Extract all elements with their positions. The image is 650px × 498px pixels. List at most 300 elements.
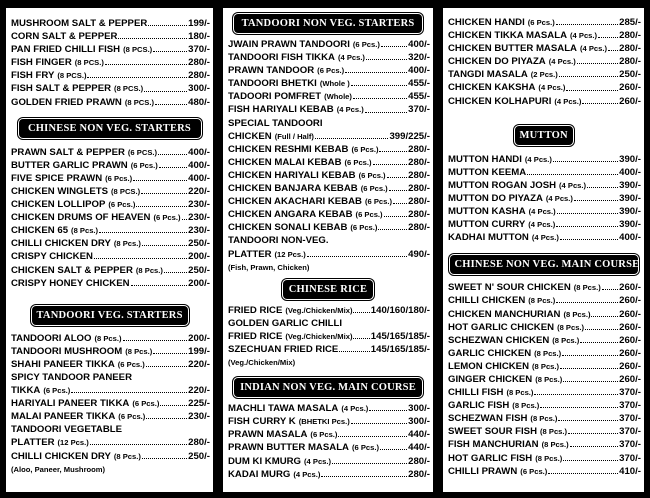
item-note: (6 Pcs.): [344, 157, 372, 167]
item-note: (8 PCS.): [123, 45, 153, 55]
menu-item: [11, 30, 210, 43]
item-note: (8 Pcs.): [530, 414, 558, 424]
item-name: CHICKEN MALAI KEBAB: [228, 156, 342, 168]
dot-leader: [148, 25, 187, 26]
item-note: (2 Pcs.): [530, 70, 558, 80]
item-price: 200/-: [188, 251, 210, 263]
dot-leader: [387, 177, 408, 178]
item-name: CHILLI CHICKEN: [448, 295, 526, 307]
item-name: CHICKEN DRUMS OF HEAVEN: [11, 212, 151, 224]
item-name: CHICKEN TIKKA MASALA: [448, 30, 568, 42]
dot-leader: [527, 174, 618, 175]
menu-item: [11, 250, 210, 263]
menu-item: [228, 103, 430, 116]
menu-item: [11, 211, 210, 224]
menu-item: [11, 82, 210, 95]
item-name: MUTTON CURRY: [448, 219, 526, 231]
item-name: TIKKA: [11, 385, 41, 397]
menu-item: [228, 130, 430, 143]
item-note: (8 Pcs.): [125, 346, 153, 356]
menu-item: [448, 42, 641, 55]
item-note: (6 Pcs.): [350, 223, 378, 233]
item-price: 455/-: [408, 78, 430, 90]
menu-item: [448, 205, 641, 218]
dot-leader: [591, 316, 618, 317]
dot-leader: [389, 190, 407, 191]
item-name: FISH FRY: [11, 70, 55, 82]
item-name: CHICKEN WINGLETS: [11, 185, 109, 197]
item-name: CRISPY CHICKEN: [11, 251, 93, 263]
dot-leader: [563, 381, 618, 382]
item-note: (8 Pcs.): [512, 401, 540, 411]
item-note: (4 Pcs.): [559, 180, 587, 190]
menu-item: [11, 264, 210, 277]
dot-leader: [570, 446, 619, 447]
dot-leader: [351, 85, 407, 86]
dot-leader: [159, 167, 187, 168]
item-note: (4 Pcs.): [528, 207, 556, 217]
menu-item: [11, 159, 210, 172]
dot-leader: [608, 50, 618, 51]
item-name: CHICKEN 65: [11, 225, 69, 237]
item-price: 390/-: [619, 219, 641, 231]
item-note: (8 PCS.): [74, 58, 104, 68]
item-price: 370/-: [619, 439, 641, 451]
item-note: (6 Pcs.): [364, 197, 392, 207]
item-name: CHILLI CHICKEN DRY: [11, 450, 111, 462]
item-note: (4 Pcs.): [579, 44, 607, 54]
item-name: CHICKEN SALT & PEPPER: [11, 264, 133, 276]
menu-item: [448, 360, 641, 373]
item-price: 399/225/-: [389, 130, 430, 142]
item-price: 230/-: [188, 212, 210, 224]
dot-leader: [365, 112, 407, 113]
item-name: MUTTON DO PIYAZA: [448, 192, 543, 204]
dot-leader: [585, 329, 618, 330]
indian-nonveg-main-course-section: [223, 379, 433, 481]
item-note: (6 Pcs.): [351, 144, 379, 154]
item-price: 400/-: [408, 65, 430, 77]
item-price: 400/-: [619, 166, 641, 178]
item-name: FISH HARIYALI KEBAB: [228, 104, 334, 116]
item-note: (8 Pcs.): [552, 335, 580, 345]
item-name: TANGDI MASALA: [448, 69, 528, 81]
menu-item: [228, 441, 430, 454]
dot-leader: [136, 206, 187, 207]
dot-leader: [556, 24, 618, 25]
item-name: CHICKEN KAKSHA: [448, 82, 536, 94]
item-price: 280/-: [408, 222, 430, 234]
item-price: 180/-: [188, 31, 210, 43]
item-note: (8 Pcs.): [535, 453, 563, 463]
menu-item: [448, 218, 641, 231]
dot-leader: [568, 433, 618, 434]
item-price: 280/-: [188, 437, 210, 449]
menu-item: [448, 321, 641, 334]
menu-item: [228, 156, 430, 169]
menu-item: [11, 224, 210, 237]
item-name: FRIED RICE: [228, 304, 283, 316]
dot-leader: [155, 104, 187, 105]
item-note: (4 Pcs.): [538, 83, 566, 93]
menu-item: [11, 463, 210, 476]
menu-item: [228, 208, 430, 221]
item-name: TANDOORI MUSHROOM: [11, 345, 123, 357]
item-name: GOLDEN GARLIC CHILLI: [228, 317, 343, 329]
item-name: HOT GARLIC FISH: [448, 452, 533, 464]
menu-item: [11, 185, 210, 198]
item-price: 230/-: [188, 199, 210, 211]
item-note: (6 Pcs.): [310, 430, 338, 440]
dot-leader: [560, 239, 618, 240]
item-name: TANDOORI VEGETABLE: [11, 424, 123, 436]
item-price: 370/-: [188, 44, 210, 56]
item-price: 280/-: [408, 196, 430, 208]
tandoori-nonveg-starters-section: [223, 8, 433, 274]
menu-column-2: [223, 8, 433, 492]
item-price: 250/-: [188, 264, 210, 276]
item-price: 220/-: [188, 185, 210, 197]
item-price: 280/-: [619, 30, 641, 42]
item-price: 400/-: [408, 39, 430, 50]
menu-list: [6, 332, 213, 476]
item-price: 400/-: [188, 172, 210, 184]
item-price: 300/-: [408, 403, 430, 415]
item-price: 280/-: [408, 169, 430, 181]
dot-leader: [393, 203, 407, 204]
dot-leader: [598, 37, 618, 38]
item-note: (8 Pcs.): [541, 440, 569, 450]
item-price: 140/160/180/-: [370, 304, 430, 316]
item-name: MACHLI TAWA MASALA: [228, 403, 339, 415]
item-name: BUTTER GARLIC PRAWN: [11, 159, 128, 171]
menu-list: [223, 304, 433, 369]
item-price: 390/-: [619, 153, 641, 165]
item-name: SPICY TANDOOR PANEER: [11, 371, 133, 383]
item-price: 370/-: [619, 426, 641, 438]
item-note: (4 Pcs.): [293, 469, 321, 479]
item-price: 250/-: [619, 69, 641, 81]
dot-leader: [563, 460, 618, 461]
item-note: (Fish, Prawn, Chicken): [228, 262, 310, 272]
item-name: SCHEZWAN CHICKEN: [448, 334, 550, 346]
item-note: (Whole): [324, 92, 352, 102]
menu-column-1: [6, 8, 213, 492]
dot-leader: [556, 302, 618, 303]
item-name: CRISPY HONEY CHICKEN: [11, 277, 130, 289]
item-name: KADHAI MUTTON: [448, 232, 529, 244]
dot-leader: [558, 420, 618, 421]
item-note: (4 Pcs.): [570, 31, 598, 41]
item-note: (6 PCS.): [127, 147, 158, 157]
item-name: FIVE SPICE PRAWN: [11, 172, 103, 184]
item-price: 300/-: [408, 416, 430, 428]
section-header: CHINESE NON VEG. MAIN COURSE: [451, 256, 637, 273]
menu-item: [11, 345, 210, 358]
item-name: CHICKEN LOLLIPOP: [11, 199, 106, 211]
menu-item: [448, 399, 641, 412]
item-note: (BHETKI Pcs.): [298, 417, 350, 427]
dot-leader: [559, 76, 618, 77]
item-note: (6 Pcs.): [43, 386, 71, 396]
item-name: CHICKEN ANGARA KEBAB: [228, 209, 353, 221]
menu-item: [448, 386, 641, 399]
menu-item: [228, 317, 430, 330]
menu-item: [448, 465, 641, 478]
dot-leader: [160, 405, 187, 406]
dot-leader: [321, 476, 407, 477]
menu-item: [448, 166, 641, 179]
menu-item: [228, 195, 430, 208]
item-note: (8 Pcs.): [113, 239, 141, 249]
item-name: PRAWN BUTTER MASALA: [228, 442, 349, 454]
dot-leader: [566, 90, 618, 91]
menu-item: [228, 221, 430, 234]
menu-item: [11, 332, 210, 345]
item-name: TANDOORI ALOO: [11, 332, 92, 344]
item-name: DUM KI KMURG: [228, 455, 302, 467]
item-price: 260/-: [619, 282, 641, 294]
dot-leader: [142, 458, 187, 459]
item-price: 300/-: [188, 83, 210, 95]
dot-leader: [182, 219, 188, 220]
menu-item: [11, 371, 210, 384]
item-note: (4 Pcs.): [531, 233, 559, 243]
menu-item: [11, 423, 210, 436]
dot-leader: [548, 473, 618, 474]
dot-leader: [87, 77, 187, 78]
item-name: FISH SALT & PEPPER: [11, 83, 112, 95]
item-note: (8 Pcs.): [113, 451, 141, 461]
item-price: 220/-: [188, 385, 210, 397]
menu-list: [223, 38, 433, 274]
chinese-rice-section: [223, 281, 433, 369]
item-note: (4 Pcs.): [336, 105, 364, 115]
dot-leader: [351, 423, 407, 424]
dot-leader: [94, 258, 187, 259]
item-note: (8 PCS.): [111, 186, 141, 196]
item-price: 280/-: [619, 43, 641, 55]
item-note: (6 Pcs.): [153, 213, 181, 223]
item-name: MUTTON HANDI: [448, 153, 522, 165]
item-note: (6 Pcs.): [132, 399, 160, 409]
menu-item: [228, 468, 430, 481]
menu-item: [11, 410, 210, 423]
dot-leader: [353, 98, 407, 99]
menu-item: [228, 304, 430, 317]
item-name: CHICKEN RESHMI KEBAB: [228, 143, 349, 155]
section-header: MUTTON: [516, 127, 572, 144]
item-note: (4 Pcs.): [548, 57, 576, 67]
menu-item: [448, 334, 641, 347]
item-note: (8 Pcs.): [557, 322, 585, 332]
item-price: 410/-: [619, 465, 641, 477]
menu-item: [228, 402, 430, 415]
item-name: MUSHROOM SALT & PEPPER: [11, 18, 148, 29]
menu-item: [11, 450, 210, 463]
item-note: (8 Pcs.): [94, 333, 122, 343]
item-name: FRIED RICE: [228, 330, 283, 342]
item-price: 199/-: [188, 345, 210, 357]
dot-leader: [381, 46, 407, 47]
item-name: SWEET SOUR FISH: [448, 426, 538, 438]
dot-leader: [602, 289, 618, 290]
menu-item: [228, 428, 430, 441]
item-price: 200/-: [188, 332, 210, 344]
menu-item: [228, 117, 430, 130]
dot-leader: [556, 226, 618, 227]
item-name: SZECHUAN FRIED RICE: [228, 343, 339, 355]
item-price: 220/-: [188, 358, 210, 370]
item-note: (6 Pcs.): [520, 466, 548, 476]
item-price: 280/-: [188, 57, 210, 69]
item-price: 230/-: [188, 225, 210, 237]
menu-item: [228, 51, 430, 64]
item-name: SCHEZWAN FISH: [448, 413, 528, 425]
menu-list: [443, 281, 644, 477]
item-price: 145/165/185/-: [370, 330, 430, 342]
menu-item: [11, 69, 210, 82]
item-note: (4 Pcs.): [304, 456, 332, 466]
item-name: MALAI PANEER TIKKA: [11, 411, 116, 423]
item-name: LEMON CHICKEN: [448, 360, 530, 372]
section-header: TANDOORI NON VEG. STARTERS: [235, 15, 421, 32]
item-note: (6 Pcs.): [105, 173, 133, 183]
dot-leader: [338, 436, 407, 437]
item-name: SWEET N' SOUR CHICKEN: [448, 282, 571, 294]
menu-item: [448, 281, 641, 294]
menu-list: [443, 153, 644, 245]
item-price: 260/-: [619, 360, 641, 372]
dot-leader: [380, 449, 407, 450]
menu-item: [11, 237, 210, 250]
item-price: 260/-: [619, 373, 641, 385]
item-price: 370/-: [619, 452, 641, 464]
dot-leader: [580, 342, 618, 343]
dot-leader: [553, 161, 618, 162]
menu-item: [228, 356, 430, 369]
item-price: 250/-: [188, 450, 210, 462]
item-price: 280/-: [408, 209, 430, 221]
dot-leader: [123, 340, 188, 341]
item-price: 390/-: [619, 192, 641, 204]
dot-leader: [384, 216, 408, 217]
mutton-section: [443, 127, 644, 245]
menu-list: [443, 16, 644, 108]
item-price: 145/165/185/-: [370, 343, 430, 355]
item-price: 280/-: [408, 183, 430, 195]
item-note: (6 Pcs.): [358, 170, 386, 180]
dot-leader: [164, 272, 187, 273]
item-note: (8 PCS.): [124, 97, 154, 107]
menu-item: [228, 169, 430, 182]
dot-leader: [307, 256, 407, 257]
item-price: 370/-: [619, 413, 641, 425]
menu-item: [228, 455, 430, 468]
menu-item: [228, 143, 430, 156]
menu-item: [448, 192, 641, 205]
item-price: 280/-: [408, 156, 430, 168]
menu-item: [448, 16, 641, 29]
chinese-nonveg-starters-section: [6, 120, 213, 290]
menu-item: [448, 231, 641, 244]
item-price: 280/-: [408, 468, 430, 480]
item-name: SHAHI PANEER TIKKA: [11, 358, 115, 370]
item-note: (4 Pcs.): [337, 53, 365, 63]
item-name: CHICKEN DO PIYAZA: [448, 56, 546, 68]
menu-item: [228, 77, 430, 90]
item-note: (8 Pcs.): [506, 388, 534, 398]
item-price: 370/-: [619, 387, 641, 399]
item-note: (6 Pcs.): [317, 66, 345, 76]
dot-leader: [146, 418, 187, 419]
item-name: GARLIC CHICKEN: [448, 347, 532, 359]
menu-item: [11, 436, 210, 449]
menu-item: [11, 146, 210, 159]
menu-list: [6, 17, 213, 109]
dot-leader: [582, 103, 618, 104]
dot-leader: [105, 64, 187, 65]
menu-item: [448, 95, 641, 108]
menu-item: [11, 277, 210, 290]
item-price: 280/-: [408, 455, 430, 467]
item-note: (8 PCS.): [57, 71, 87, 81]
menu-item: [228, 343, 430, 356]
item-price: 280/-: [408, 143, 430, 155]
menu-item: [448, 68, 641, 81]
menu-item: [11, 198, 210, 211]
dot-leader: [315, 138, 389, 139]
menu-list: [223, 402, 433, 481]
item-price: 455/-: [408, 91, 430, 103]
item-name: TADOORI POMFRET: [228, 91, 322, 103]
dot-leader: [146, 366, 187, 367]
item-price: 260/-: [619, 82, 641, 94]
dot-leader: [560, 368, 618, 369]
item-name: TANDOORI BHETKI: [228, 78, 317, 90]
item-note: (6 Pcs.): [360, 184, 388, 194]
dot-leader: [557, 213, 618, 214]
item-note: (6 Pcs.): [117, 359, 145, 369]
dot-leader: [373, 164, 408, 165]
menu-item: [11, 384, 210, 397]
item-note: (6 Pcs.): [355, 210, 383, 220]
item-price: 390/-: [619, 206, 641, 218]
menu-item: [448, 153, 641, 166]
menu-item: [448, 452, 641, 465]
item-price: 225/-: [188, 398, 210, 410]
dot-leader: [577, 63, 618, 64]
item-name: CHILLI PRAWN: [448, 465, 518, 477]
item-name: HOT GARLIC CHICKEN: [448, 321, 555, 333]
item-name: CORN SALT & PEPPER: [11, 31, 118, 43]
dot-leader: [332, 463, 407, 464]
item-note: (6 Pcs.): [130, 160, 158, 170]
item-note: (8 Pcs.): [532, 361, 560, 371]
menu-item: [228, 64, 430, 77]
menu-item: [448, 179, 641, 192]
menu-item: [228, 38, 430, 51]
item-note: (8 Pcs.): [535, 374, 563, 384]
item-price: 199/-: [188, 18, 210, 29]
item-note: (4 Pcs.): [341, 404, 369, 414]
dot-leader: [118, 38, 187, 39]
menu-item: [11, 358, 210, 371]
item-note: (8 Pcs.): [573, 283, 601, 293]
item-name: HARIYALI PANEER TIKKA: [11, 398, 130, 410]
item-price: 260/-: [619, 308, 641, 320]
item-name: CHICKEN BANJARA KEBAB: [228, 183, 358, 195]
